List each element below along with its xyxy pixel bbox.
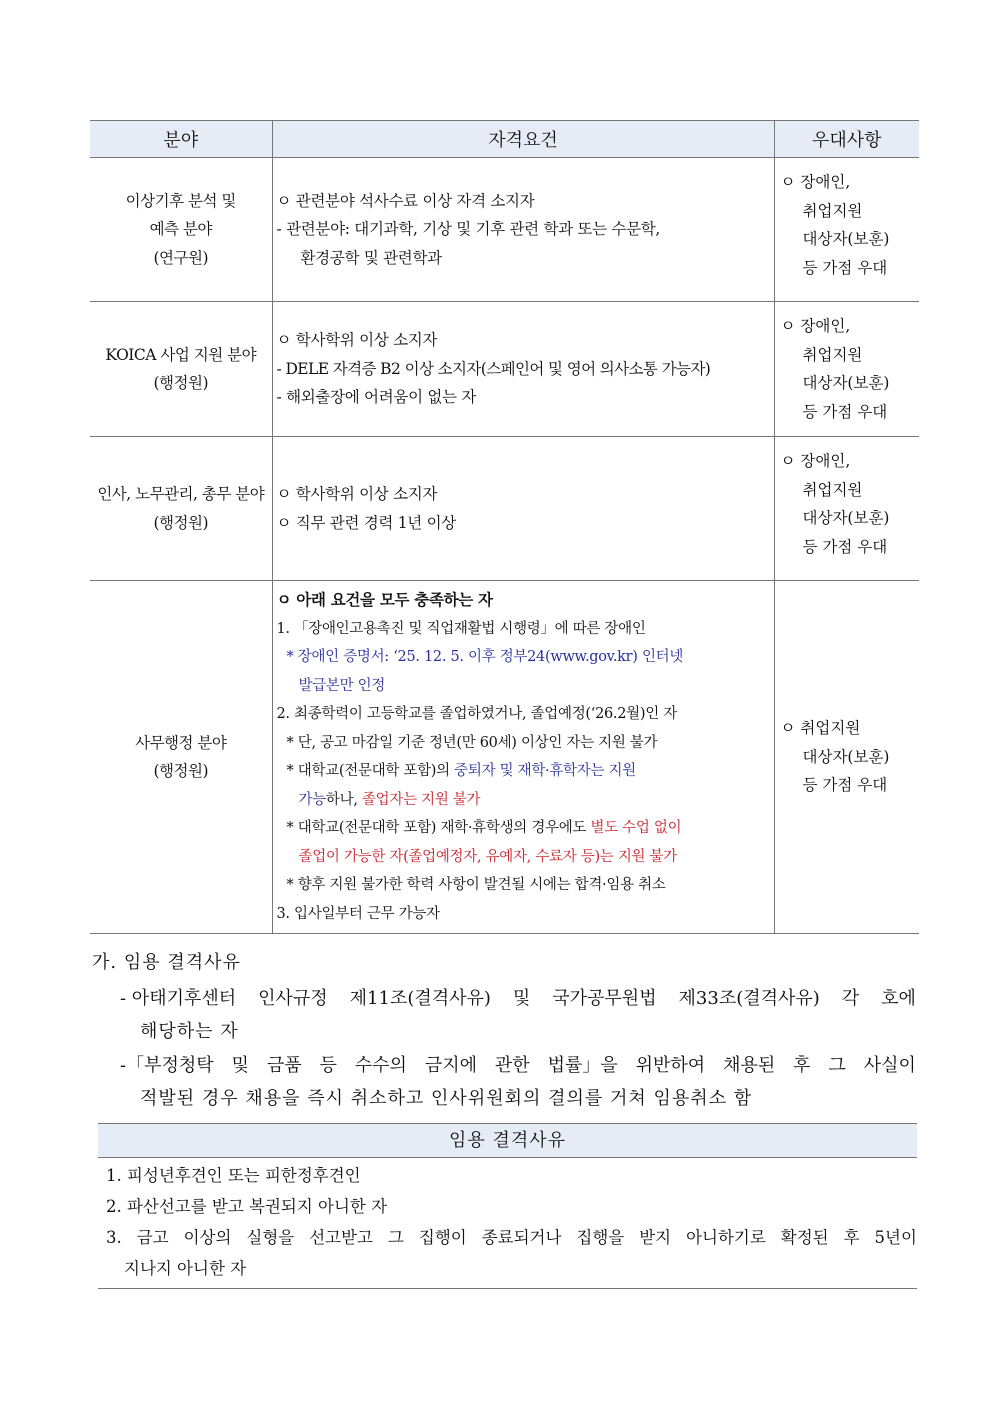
word: 수수의: [354, 1055, 407, 1076]
list-item: 1. 피성년후견인 또는 피한정후견인: [106, 1166, 361, 1185]
word: 호에: [881, 988, 916, 1009]
req-item-3: 3. 입사일부터 근무 가능자: [276, 905, 440, 922]
pref-line: 등 가점 우대: [802, 537, 888, 556]
req-line: - 해외출장에 어려움이 없는 자: [276, 388, 477, 407]
bullet-line: [120, 982, 916, 1015]
field-line: 예측 분야: [149, 220, 212, 239]
pref-line: 등 가점 우대: [802, 776, 888, 795]
req-note: * 장애인 증명서: ‘25. 12. 5. 이후 정부24(www.gov.kr) 인터넷: [286, 649, 684, 665]
req-note: 졸업이 가능한 자(졸업예정자, 유예자, 수료자 등)는 지원 불가: [298, 848, 677, 865]
req-note-text: * 대학교(전문대학 포함) 재학·휴학생의 경우에도: [286, 820, 591, 836]
header-requirements: 자격요건: [272, 121, 774, 158]
req-item-2: 2. 최종학력이 고등학교를 졸업하였거나, 졸업예정(‘26.2월)인 자: [276, 706, 677, 722]
preference-cell: [774, 302, 919, 437]
req-note: * 단, 공고 마감일 기준 정년(만 60세) 이상인 자는 지원 불가: [286, 734, 658, 751]
word: 그: [387, 1228, 404, 1247]
word: 위반하여: [635, 1055, 706, 1076]
bullet-line: [120, 1049, 916, 1082]
list-item: 2. 파산선고를 받고 복권되지 아니한 자: [106, 1197, 388, 1216]
req-intro: ㅇ 아래 요건을 모두 충족하는 자: [276, 590, 493, 609]
req-line: 환경공학 및 관련학과: [300, 248, 442, 267]
word: 금품: [266, 1055, 302, 1076]
table-header-row: [90, 121, 919, 158]
preference-cell: [774, 581, 919, 934]
field-line: 이상기후 분석 및: [125, 191, 236, 210]
word: 채용된: [723, 1055, 776, 1076]
requirements-cell: [272, 302, 774, 437]
word: 금지에: [424, 1055, 477, 1076]
field-cell: [90, 581, 272, 934]
req-note-highlight: 가능: [298, 791, 326, 808]
disqualification-header: 임용 결격사유: [98, 1123, 917, 1158]
req-line: ㅇ 학사학위 이상 소지자: [276, 331, 438, 350]
word: 5년이: [874, 1228, 917, 1247]
req-note: [277, 814, 770, 843]
pref-line: 취업지원: [802, 480, 863, 499]
pref-line: 등 가점 우대: [802, 258, 888, 277]
bullet-continuation: 적발된 경우 채용을 즉시 취소하고 인사위원회의 결의를 거쳐 임용취소 함: [140, 1088, 753, 1109]
word: 관한: [494, 1055, 530, 1076]
word: 집행을: [576, 1228, 625, 1247]
field-cell: [90, 302, 272, 437]
req-note: [277, 757, 770, 786]
pref-line: ㅇ 취업지원: [780, 719, 861, 738]
req-line: ㅇ 직무 관련 경력 1년 이상: [276, 513, 456, 532]
field-line: (행정원): [153, 762, 208, 780]
req-note: * 향후 지원 불가한 학력 사항이 발견될 시에는 합격·임용 취소: [286, 877, 666, 893]
word: 아니하기로: [686, 1228, 766, 1247]
section-title: 가. 임용 결격사유: [92, 952, 241, 973]
requirements-cell: [272, 581, 774, 934]
word: 및: [512, 988, 531, 1009]
word: - 아태기후센터: [120, 988, 237, 1009]
table-row: [90, 581, 919, 934]
req-note: 발급본만 인정: [298, 677, 386, 694]
bullet-item: [120, 1049, 916, 1115]
field-line: 인사, 노무관리, 총무 분야: [97, 485, 265, 503]
req-line: - DELE 자격증 B2 이상 소지자(스페인어 및 영어 의사소통 가능자): [276, 359, 711, 378]
pref-line: 대상자(보훈): [802, 374, 890, 392]
req-line: ㅇ 학사학위 이상 소지자: [276, 485, 438, 503]
bullet-item: [120, 982, 916, 1048]
word: 법률」을: [547, 1055, 618, 1076]
qualification-table: [90, 120, 919, 934]
field-line: 사무행정 분야: [135, 733, 227, 752]
word: 후: [793, 1055, 811, 1076]
field-cell: [90, 158, 272, 302]
word: 선고받고: [309, 1228, 373, 1247]
word: 집행이: [418, 1228, 467, 1247]
word: 종료되거나: [481, 1228, 562, 1247]
req-note-text: 하나,: [325, 791, 362, 808]
req-note-warning: 별도 수업 없이: [590, 820, 682, 836]
word: 확정된: [780, 1228, 829, 1247]
field-cell: [90, 437, 272, 581]
word: 및: [231, 1055, 249, 1076]
req-line: ㅇ 관련분야 석사수료 이상 자격 소지자: [276, 191, 535, 210]
req-item-1: 1. 「장애인고용촉진 및 직업재활법 시행령」에 따른 장애인: [276, 620, 646, 637]
field-line: (연구원): [153, 248, 208, 267]
req-line: - 관련분야: 대기과학, 기상 및 기후 관련 학과 또는 수문학,: [276, 220, 661, 239]
word: -「부정청탁: [120, 1055, 214, 1076]
pref-line: 대상자(보훈): [802, 747, 890, 766]
pref-line: ㅇ 장애인,: [780, 317, 851, 335]
header-field: 분야: [90, 121, 272, 158]
word: 제33조(결격사유): [678, 988, 820, 1009]
word: 그: [828, 1055, 846, 1076]
disqualification-list: [98, 1158, 917, 1289]
word: 3.: [106, 1228, 122, 1247]
table-row: [90, 302, 919, 437]
table-row: [90, 158, 919, 302]
disqualification-box: [98, 1123, 917, 1289]
pref-line: 취업지원: [802, 201, 863, 220]
word: 국가공무원법: [552, 988, 657, 1009]
header-preference: 우대사항: [774, 121, 919, 158]
word: 후: [843, 1228, 860, 1247]
pref-line: 대상자(보훈): [802, 230, 890, 248]
pref-line: ㅇ 장애인,: [780, 452, 851, 470]
list-item: [98, 1222, 917, 1253]
requirements-cell: [272, 158, 774, 302]
table-row: [90, 437, 919, 581]
word: 제11조(결격사유): [349, 988, 491, 1009]
pref-line: 등 가점 우대: [802, 402, 888, 421]
word: 등: [319, 1055, 337, 1076]
requirements-cell: [272, 437, 774, 581]
field-line: (행정원): [153, 513, 208, 532]
word: 이상의: [183, 1228, 232, 1247]
preference-cell: [774, 437, 919, 581]
word: 인사규정: [258, 988, 328, 1009]
req-note-text: * 대학교(전문대학 포함)의: [286, 763, 455, 779]
word: 사실이: [863, 1055, 916, 1076]
field-line: (행정원): [153, 374, 208, 392]
bullet-continuation: 해당하는 자: [140, 1021, 239, 1042]
pref-line: ㅇ 장애인,: [780, 173, 851, 191]
word: 금고: [136, 1228, 169, 1247]
word: 실형을: [246, 1228, 295, 1247]
pref-line: 대상자(보훈): [802, 509, 890, 527]
req-note: [277, 786, 770, 815]
preference-cell: [774, 158, 919, 302]
pref-line: 취업지원: [802, 345, 863, 364]
req-note-warning: 졸업자는 지원 불가: [361, 791, 481, 808]
word: 각: [841, 988, 860, 1009]
req-note-highlight: 중퇴자 및 재학·휴학자는 지원: [454, 763, 636, 779]
list-item-continuation: 지나지 아니한 자: [124, 1259, 247, 1278]
word: 받지: [639, 1228, 672, 1247]
field-line: KOICA 사업 지원 분야: [105, 345, 257, 364]
